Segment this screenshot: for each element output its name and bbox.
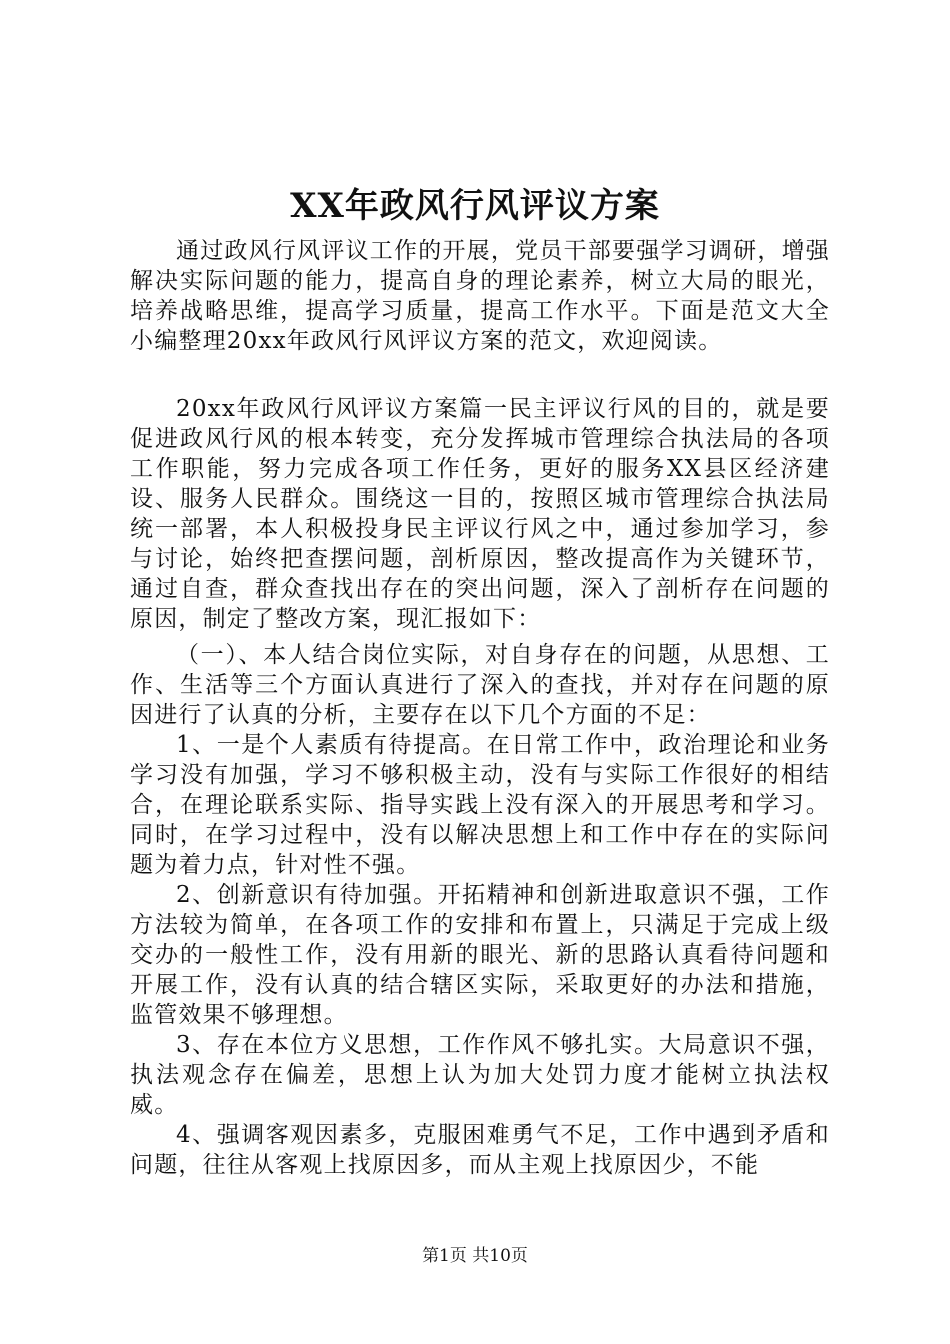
- paragraph-issues-intro: （一）、本人结合岗位实际，对自身存在的问题，从思想、工作、生活等三个方面认真进行了深入的查找，并对存在问题的原因进行了认真的分析，主要存在以下几个方面的不足：: [130, 642, 830, 728]
- paragraph-issue-2: 2、创新意识有待加强。开拓精神和创新进取意识不强，工作方法较为简单，在各项工作的安排和布置上，只满足于完成上级交办的一般性工作，没有用新的眼光、新的思路认真看待问题和开展工作，没有认真的结合辖区实际，采取更好的办法和措施，监管效果不够理想。: [130, 882, 830, 1028]
- page-footer: 第1页 共10页: [422, 1246, 528, 1266]
- paragraph-issue-3: 3、存在本位方义思想，工作作风不够扎实。大局意识不强，执法观念存在偏差，思想上认为加大处罚力度才能树立执法权威。: [130, 1032, 830, 1118]
- paragraph-issue-1: 1、一是个人素质有待提高。在日常工作中，政治理论和业务学习没有加强，学习不够积极主动，没有与实际工作很好的相结合，在理论联系实际、指导实践上没有深入的开展思考和学习。同时，在学习过程中，没有以解决思想上和工作中存在的实际问题为着力点，针对性不强。: [130, 732, 830, 878]
- paragraph-issue-4: 4、强调客观因素多，克服困难勇气不足，工作中遇到矛盾和问题，往往从客观上找原因多，而从主观上找原因少，不能: [130, 1122, 830, 1178]
- document-title: XX年政风行风评议方案: [290, 186, 660, 226]
- paragraph-purpose: 20xx年政风行风评议方案篇一民主评议行风的目的，就是要促进政风行风的根本转变，充分发挥城市管理综合执法局的各项工作职能，努力完成各项工作任务，更好的服务XX县区经济建设、服务人民群众。围绕这一目的，按照区城市管理综合执法局统一部署，本人积极投身民主评议行风之中，通过参加学习，参与讨论，始终把查摆问题，剖析原因，整改提高作为关键环节，通过自查，群众查找出存在的突出问题，深入了剖析存在问题的原因，制定了整改方案，现汇报如下：: [130, 396, 830, 632]
- paragraph-intro: 通过政风行风评议工作的开展，党员干部要强学习调研，增强解决实际问题的能力，提高自身的理论素养，树立大局的眼光，培养战略思维，提高学习质量，提高工作水平。下面是范文大全小编整理20xx年政风行风评议方案的范文，欢迎阅读。: [130, 238, 830, 354]
- section-one: [130, 394, 830, 634]
- section-issues: [130, 640, 830, 1180]
- intro-section: [130, 236, 830, 356]
